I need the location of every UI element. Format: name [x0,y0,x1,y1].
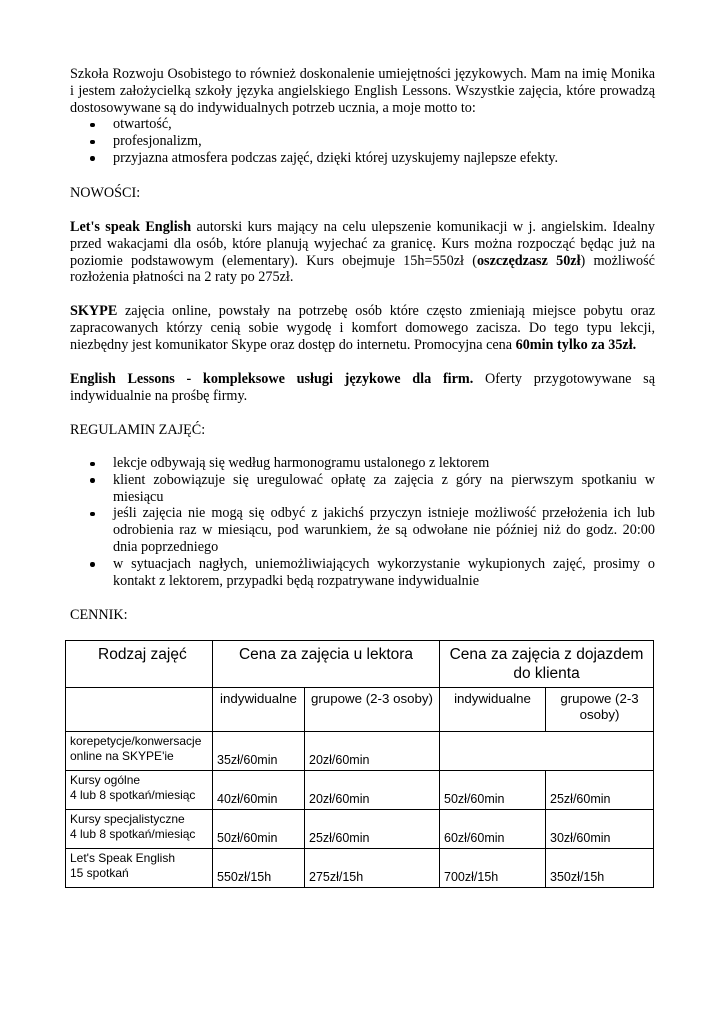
lets-speak-paragraph [70,219,655,286]
rules-heading: REGULAMIN ZAJĘĆ: [70,422,206,438]
price-travel-individual: 50zł/60min [440,771,546,810]
price-travel-empty [440,732,654,771]
lets-speak-text-end: ) możliwość rozłożenia płatności na 2 raty po 275zł. [70,252,655,286]
table-row [66,810,654,849]
intro-section [70,66,655,167]
pricing-header-row [66,641,654,688]
price-teacher-individual: 40zł/60min [213,771,305,810]
price-travel-group: 30zł/60min [546,810,654,849]
pricing-subheader-row [66,688,654,732]
row-label: Kursy specjalistyczne 4 lub 8 spotkań/miesiąc [66,810,213,849]
business-text: Oferty przygotowywane są indywidualnie na prośbę firmy. [70,371,655,404]
lets-speak-saving: oszczędzasz 50zł [476,252,581,269]
header-travel-price: Cena za zajęcia z dojazdem do klienta [440,641,654,688]
intro-paragraph: Szkoła Rozwoju Osobistego to również doskonalenie umiejętności językowych. Mam na imię Monika i jestem założycielką szkoły języka angielskiego English Lessons. Wszystkie zajęcia, które prowadzą dostosowywane są do indywidualnych potrzeb ucznia, a moje motto to: [70,66,655,116]
price-travel-individual: 700zł/15h [440,849,546,888]
table-row [66,849,654,888]
lets-speak-text: autorski kurs mający na celu ulepszenie komunikacji w j. angielskim. Idealny przed wakacjami dla osób, które planują wyjechać za granicę. Kurs można rozpocząć będąc już na poziomie podstawowym (elementary). Kurs obejmuje 15h=550zł ( [70,219,655,269]
price-teacher-group: 20zł/60min [305,771,440,810]
skype-text: zajęcia online, powstały na potrzebę osób które często zmieniają miejsce pobytu oraz zapracowanych którzy cenią sobie wygodę i komfort domowego zacisza. Do tego typu lekcji, niezbędny jest komunikator Skype oraz dostęp do internetu. Promocyjna cena [70,303,655,353]
motto-item: profesjonalizm, [70,133,655,150]
price-teacher-group: 25zł/60min [305,810,440,849]
skype-promo: 60min tylko za 35zł. [515,336,637,353]
subheader-empty [66,688,213,732]
news-heading: NOWOŚCI: [70,185,141,201]
subheader-teacher-individual: indywidualne [213,688,305,732]
price-travel-group: 25zł/60min [546,771,654,810]
price-teacher-individual: 550zł/15h [213,849,305,888]
business-paragraph [70,371,655,405]
row-label: korepetycje/konwersacje online na SKYPE'ie [66,732,213,771]
subheader-teacher-group: grupowe (2-3 osoby) [305,688,440,732]
pricing-table [65,640,654,888]
table-row [66,732,654,771]
skype-title: SKYPE [70,303,118,319]
subheader-travel-individual: indywidualne [440,688,546,732]
rule-item: klient zobowiązuje się uregulować opłatę za zajęcia z góry na pierwszym spotkaniu w miesiącu [70,472,655,506]
rule-item: lekcje odbywają się według harmonogramu ustalonego z lektorem [70,455,655,472]
motto-item: przyjazna atmosfera podczas zajęć, dzięki której uzyskujemy najlepsze efekty. [70,150,655,167]
price-teacher-individual: 35zł/60min [213,732,305,771]
business-title: English Lessons - kompleksowe usługi językowe dla firm. [70,371,474,387]
rule-item: w sytuacjach nagłych, uniemożliwiających wykorzystanie wykupionych zajęć, prosimy o kontakt z lektorem, przypadki będą rozpatrywane indywidualnie [70,556,655,590]
price-teacher-group: 275zł/15h [305,849,440,888]
header-teacher-price: Cena za zajęcia u lektora [213,641,440,688]
price-travel-group: 350zł/15h [546,849,654,888]
price-teacher-individual: 50zł/60min [213,810,305,849]
lets-speak-title: Let's speak English [70,219,192,235]
motto-list [70,116,655,166]
pricing-heading: CENNIK: [70,607,128,623]
header-type: Rodzaj zajęć [66,641,213,688]
motto-item: otwartość, [70,116,655,133]
price-travel-individual: 60zł/60min [440,810,546,849]
rule-item: jeśli zajęcia nie mogą się odbyć z jakichś przyczyn istnieje możliwość przełożenia ich lub odrobienia raz w miesiącu, pod warunkiem, że są odwołane nie później niż do godz. 20:00 dnia poprzedniego [70,505,655,555]
rules-list [70,455,655,589]
table-row [66,771,654,810]
skype-paragraph [70,303,655,353]
subheader-travel-group: grupowe (2-3 osoby) [546,688,654,732]
price-teacher-group: 20zł/60min [305,732,440,771]
row-label: Kursy ogólne 4 lub 8 spotkań/miesiąc [66,771,213,810]
row-label: Let's Speak English 15 spotkań [66,849,213,888]
